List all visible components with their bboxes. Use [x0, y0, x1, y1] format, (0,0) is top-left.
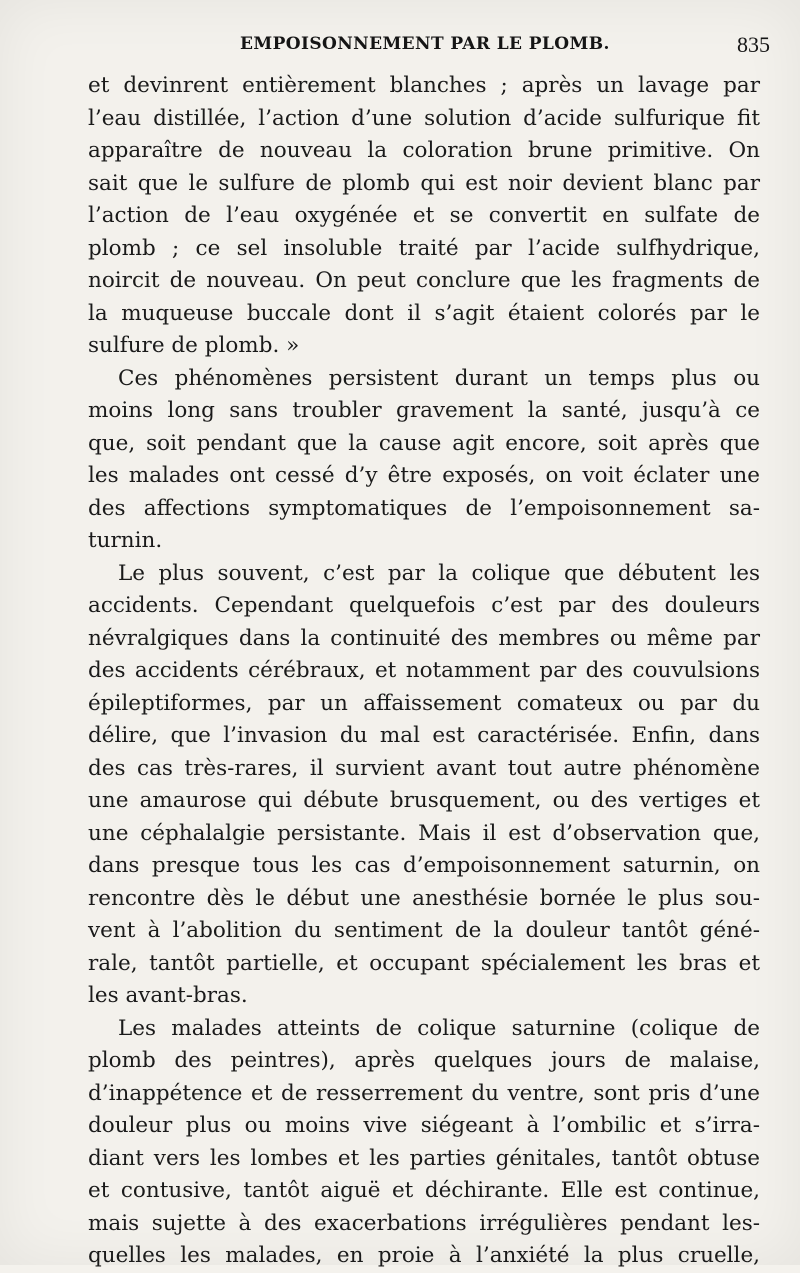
- body-text: [88, 70, 760, 1268]
- text-line: Le plus souvent, c’est par la colique que débutent les: [118, 560, 760, 586]
- text-line: l’action de l’eau oxygénée et se convertit en sulfate de: [88, 203, 760, 228]
- text-line: et devinrent entièrement blanches ; après un lavage par: [88, 73, 760, 98]
- text-line: Ces phénomènes persistent durant un temps plus ou: [118, 365, 760, 391]
- text-line: névralgiques dans la continuité des membres ou même par: [88, 625, 760, 651]
- text-line: sulfure de plomb. »: [88, 333, 300, 358]
- text-line: mais sujette à des exacerbations irrégulières pendant les-: [88, 1210, 760, 1236]
- text-line: plomb ; ce sel insoluble traité par l’acide sulfhydrique,: [88, 235, 760, 261]
- text-line: les malades ont cessé d’y être exposés, on voit éclater une: [88, 463, 760, 488]
- text-line: délire, que l’invasion du mal est caractérisée. Enfin, dans: [88, 723, 760, 748]
- text-line: dans presque tous les cas d’empoisonnement saturnin, on: [88, 853, 760, 878]
- text-line: des accidents cérébraux, et notamment par des couvulsions: [88, 658, 760, 683]
- text-line: plomb des peintres), après quelques jours de malaise,: [88, 1048, 760, 1073]
- text-line: et contusive, tantôt aiguë et déchirante. Elle est continue,: [88, 1178, 760, 1203]
- text-line: noircit de nouveau. On peut conclure que les fragments de: [88, 268, 760, 293]
- text-line: sait que le sulfure de plomb qui est noir devient blanc par: [88, 170, 760, 196]
- text-line: apparaître de nouveau la coloration brune primitive. On: [88, 138, 760, 163]
- text-line: quelles les malades, en proie à l’anxiété la plus cruelle,: [88, 1243, 760, 1268]
- text-line: une amaurose qui débute brusquement, ou des vertiges et: [88, 788, 760, 813]
- text-line: turnin.: [88, 528, 163, 553]
- text-line: l’eau distillée, l’action d’une solution d’acide sulfurique fit: [88, 105, 760, 131]
- text-line: des affections symptomatiques de l’empoisonnement sa-: [88, 495, 760, 521]
- text-line: rencontre dès le début une anesthésie bornée le plus sou-: [88, 885, 760, 911]
- text-line: les avant-bras.: [88, 983, 248, 1008]
- page-header: [90, 34, 770, 60]
- text-line: douleur plus ou moins vive siégeant à l’ombilic et s’irra-: [88, 1113, 760, 1138]
- page-number: 835: [737, 32, 770, 57]
- text-line: d’inappétence et de resserrement du ventre, sont pris d’une: [88, 1080, 760, 1106]
- text-line: accidents. Cependant quelquefois c’est par des douleurs: [88, 593, 760, 618]
- text-line: Les malades atteints de colique saturnine (colique de: [118, 1015, 760, 1041]
- text-line: que, soit pendant que la cause agit encore, soit après que: [88, 430, 760, 456]
- running-title: EMPOISONNEMENT PAR LE PLOMB.: [240, 34, 610, 54]
- text-line: vent à l’abolition du sentiment de la douleur tantôt géné-: [88, 918, 760, 943]
- text-line: des cas très-rares, il survient avant tout autre phénomène: [88, 755, 760, 781]
- text-line: la muqueuse buccale dont il s’agit étaient colorés par le: [88, 300, 760, 326]
- text-line: rale, tantôt partielle, et occupant spécialement les bras et: [88, 950, 760, 976]
- text-line: diant vers les lombes et les parties génitales, tantôt obtuse: [88, 1145, 760, 1171]
- text-line: épileptiformes, par un affaissement comateux ou par du: [88, 690, 760, 716]
- text-line: moins long sans troubler gravement la santé, jusqu’à ce: [88, 398, 760, 423]
- text-line: une céphalalgie persistante. Mais il est d’observation que,: [88, 820, 760, 846]
